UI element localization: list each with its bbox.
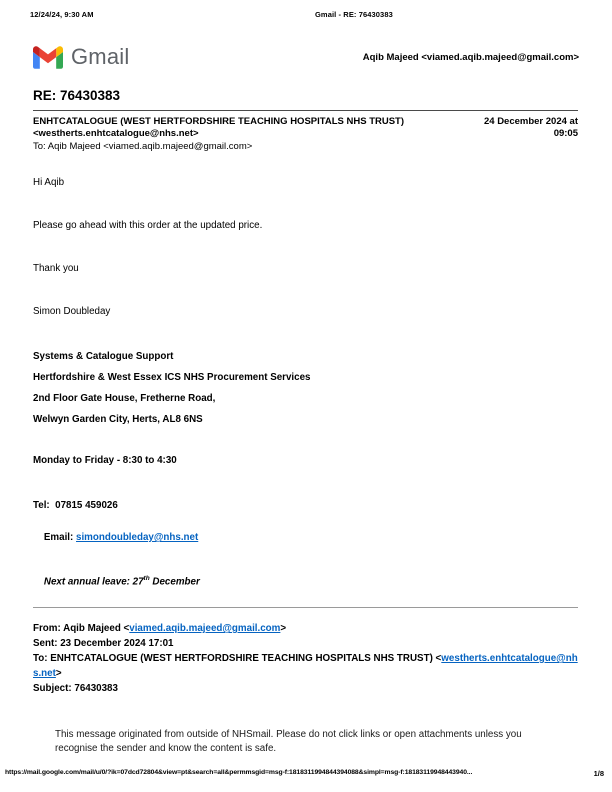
body-greeting: Hi Aqib xyxy=(33,177,65,188)
body-paragraph-1: Please go ahead with this order at the updated price. xyxy=(33,220,263,231)
signature-role: Systems & Catalogue Support xyxy=(33,351,174,362)
message-date-line1: 24 December 2024 at xyxy=(483,116,578,127)
print-page-number: 1/8 xyxy=(593,769,604,778)
quoted-to-email-link[interactable]: westherts.enhtcatalogue@nhs.net xyxy=(33,653,578,679)
nhsmail-disclaimer: This message originated from outside of NHSmail. Please do not click links or open attachments unless you recognise the sender and know the content is safe. xyxy=(55,729,522,754)
message-date-line2: 09:05 xyxy=(553,128,578,139)
signature-tel: Tel: 07815 459026 xyxy=(33,500,118,511)
gmail-logo-icon xyxy=(33,46,63,69)
print-title: Gmail - RE: 76430383 xyxy=(315,10,393,19)
sender-block xyxy=(33,116,463,140)
quoted-header-block xyxy=(33,621,581,696)
quoted-sent-line: Sent: 23 December 2024 17:01 xyxy=(33,638,174,649)
annual-leave-suffix: December xyxy=(149,576,200,588)
signature-name: Simon Doubleday xyxy=(33,306,111,317)
quoted-to-label: To: ENHTCATALOGUE (WEST HERTFORDSHIRE TEACHING HOSPITALS NHS TRUST) < xyxy=(33,653,442,664)
quoted-from-label: From: Aqib Majeed < xyxy=(33,623,130,634)
annual-leave-ordinal: th xyxy=(143,575,150,582)
annual-leave-prefix: Next annual leave: 27 xyxy=(43,576,144,588)
signature-email-line xyxy=(33,521,198,554)
email-subject: RE: 76430383 xyxy=(33,88,121,103)
signature-address-1: 2nd Floor Gate House, Fretherne Road, xyxy=(33,393,216,404)
quoted-to-close: > xyxy=(55,668,62,679)
quoted-divider xyxy=(33,607,578,608)
sender-email: <westherts.enhtcatalogue@nhs.net> xyxy=(33,128,199,139)
signature-hours: Monday to Friday - 8:30 to 4:30 xyxy=(33,455,177,466)
subject-divider xyxy=(33,110,578,111)
signature-email-link[interactable]: simondoubleday@nhs.net xyxy=(76,532,199,543)
gmail-logo xyxy=(33,44,129,70)
account-owner: Aqib Majeed <viamed.aqib.majeed@gmail.com> xyxy=(362,52,579,63)
quoted-to-line xyxy=(33,651,581,681)
sender-name: ENHTCATALOGUE (WEST HERTFORDSHIRE TEACHING HOSPITALS NHS TRUST) xyxy=(33,116,405,127)
gmail-logo-text: Gmail xyxy=(71,44,130,69)
quoted-from-email-link[interactable]: viamed.aqib.majeed@gmail.com xyxy=(129,623,281,634)
quoted-subject-line: Subject: 76430383 xyxy=(33,683,118,694)
quoted-from-close: > xyxy=(280,623,287,634)
message-to-line: To: Aqib Majeed <viamed.aqib.majeed@gmail.com> xyxy=(33,141,253,152)
annual-leave-note xyxy=(33,564,200,598)
signature-org: Hertfordshire & West Essex ICS NHS Procurement Services xyxy=(33,372,311,383)
signature-email-label: Email: xyxy=(43,532,77,543)
quoted-from-line xyxy=(33,621,581,636)
signature-address-2: Welwyn Garden City, Herts, AL8 6NS xyxy=(33,414,203,425)
message-date xyxy=(484,116,578,140)
print-footer-url: https://mail.google.com/mail/u/0/?ik=07dcd72804&view=pt&search=all&permmsgid=msg-f:1818311994844394088&simpl=msg-f:18183119948443940... xyxy=(5,769,473,776)
print-timestamp: 12/24/24, 9:30 AM xyxy=(30,10,94,19)
body-paragraph-2: Thank you xyxy=(33,263,79,274)
